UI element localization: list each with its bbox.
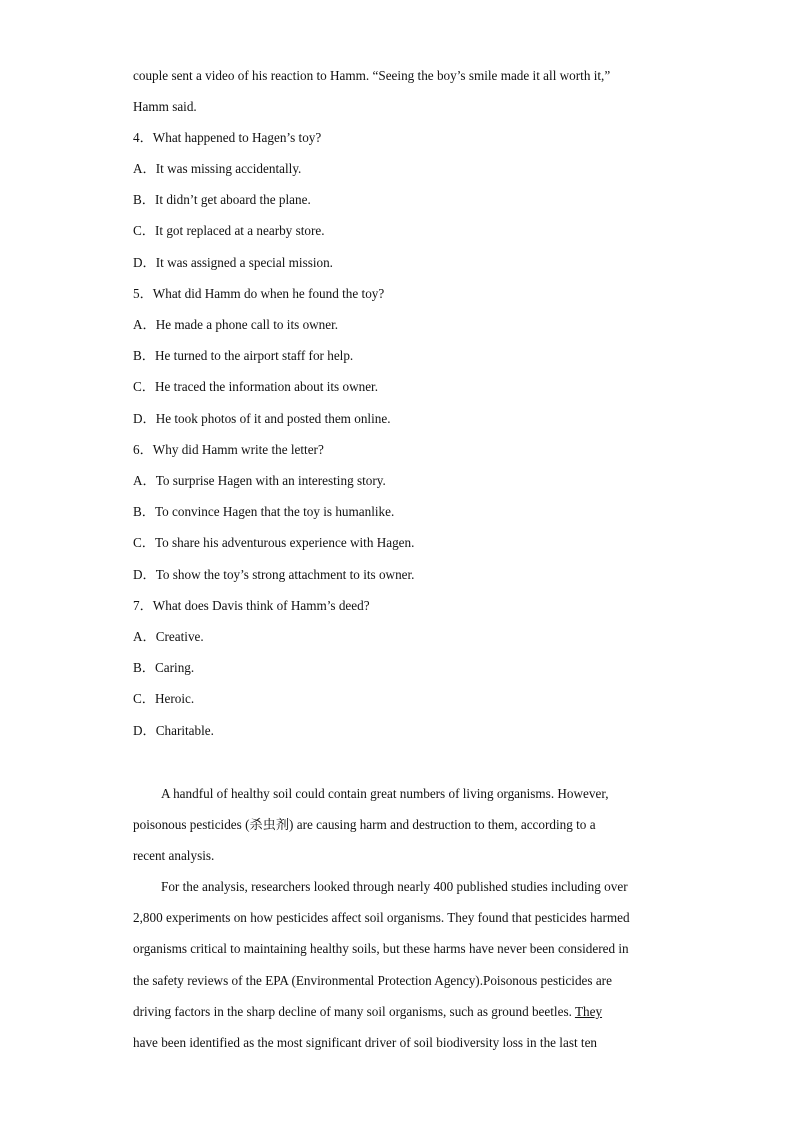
passage-line: recent analysis. — [133, 848, 215, 863]
passage-line: 2,800 experiments on how pesticides affect soil organisms. They found that pesticides harmed — [133, 910, 630, 925]
underlined-word: They — [574, 1004, 603, 1019]
option-6c[interactable] — [133, 534, 414, 552]
question-text: What does Davis think of Hamm’s deed? — [152, 598, 370, 613]
passage-line: the safety reviews of the EPA (Environmental Protection Agency).Poisonous pesticides are — [133, 973, 612, 988]
question-text: What happened to Hagen’s toy? — [152, 130, 322, 145]
option-text: It was assigned a special mission. — [155, 255, 333, 270]
option-5b[interactable] — [133, 347, 353, 365]
option-letter: B． — [133, 504, 155, 519]
question-text: Why did Hamm write the letter? — [152, 442, 324, 457]
option-7d[interactable] — [133, 722, 214, 740]
question-7 — [133, 597, 370, 615]
option-7c[interactable] — [133, 690, 194, 708]
option-text: To show the toy’s strong attachment to its owner. — [155, 567, 415, 582]
option-letter: C． — [133, 223, 155, 238]
option-text: To surprise Hagen with an interesting story. — [155, 473, 386, 488]
option-letter: B． — [133, 192, 155, 207]
option-text: It was missing accidentally. — [155, 161, 302, 176]
passage-line: A handful of healthy soil could contain great numbers of living organisms. However, — [161, 786, 609, 801]
question-5 — [133, 285, 384, 303]
option-text: To convince Hagen that the toy is humanlike. — [154, 504, 395, 519]
option-letter: A． — [133, 161, 156, 176]
question-6 — [133, 441, 324, 459]
option-5a[interactable] — [133, 316, 338, 334]
passage-line: organisms critical to maintaining healthy soils, but these harms have never been considered in — [133, 941, 629, 956]
option-text: He turned to the airport staff for help. — [154, 348, 354, 363]
option-text: Heroic. — [154, 691, 195, 706]
question-number: 6． — [133, 442, 153, 457]
option-7b[interactable] — [133, 659, 194, 677]
option-text: He took photos of it and posted them online. — [155, 411, 391, 426]
question-text: What did Hamm do when he found the toy? — [152, 286, 385, 301]
option-4b[interactable] — [133, 191, 311, 209]
question-number: 7． — [133, 598, 153, 613]
option-letter: A． — [133, 473, 156, 488]
option-6b[interactable] — [133, 503, 394, 521]
option-7a[interactable] — [133, 628, 204, 646]
option-4a[interactable] — [133, 160, 301, 178]
option-6d[interactable] — [133, 566, 414, 584]
option-text: He traced the information about its owner. — [154, 379, 379, 394]
passage-line: have been identified as the most significant driver of soil biodiversity loss in the last ten — [133, 1035, 598, 1050]
passage-line: For the analysis, researchers looked through nearly 400 published studies including over — [161, 879, 628, 894]
option-5c[interactable] — [133, 378, 378, 396]
question-4 — [133, 129, 321, 147]
option-letter: D． — [133, 255, 156, 270]
option-letter: D． — [133, 411, 156, 426]
option-4c[interactable] — [133, 222, 325, 240]
option-text: Caring. — [154, 660, 195, 675]
question-number: 4． — [133, 130, 153, 145]
option-letter: D． — [133, 567, 156, 582]
option-letter: A． — [133, 629, 156, 644]
option-text: It didn’t get aboard the plane. — [154, 192, 311, 207]
option-letter: B． — [133, 348, 155, 363]
option-text: It got replaced at a nearby store. — [154, 223, 325, 238]
passage-line: poisonous pesticides (杀虫剂) are causing harm and destruction to them, according to a — [133, 817, 596, 832]
passage-line: Hamm said. — [133, 99, 197, 114]
option-4d[interactable] — [133, 254, 333, 272]
question-number: 5． — [133, 286, 153, 301]
option-5d[interactable] — [133, 410, 391, 428]
option-letter: A． — [133, 317, 156, 332]
option-text: Charitable. — [155, 723, 214, 738]
option-letter: C． — [133, 691, 155, 706]
option-letter: C． — [133, 379, 155, 394]
passage-text: driving factors in the sharp decline of many soil organisms, such as ground beetles. — [133, 1004, 575, 1019]
option-letter: B． — [133, 660, 155, 675]
option-letter: D． — [133, 723, 156, 738]
option-text: To share his adventurous experience with Hagen. — [154, 535, 415, 550]
option-6a[interactable] — [133, 472, 386, 490]
option-text: He made a phone call to its owner. — [155, 317, 339, 332]
passage-line: couple sent a video of his reaction to Hamm. “Seeing the boy’s smile made it all worth it,” — [133, 68, 611, 83]
option-text: Creative. — [155, 629, 204, 644]
option-letter: C． — [133, 535, 155, 550]
passage-line — [133, 1003, 661, 1021]
